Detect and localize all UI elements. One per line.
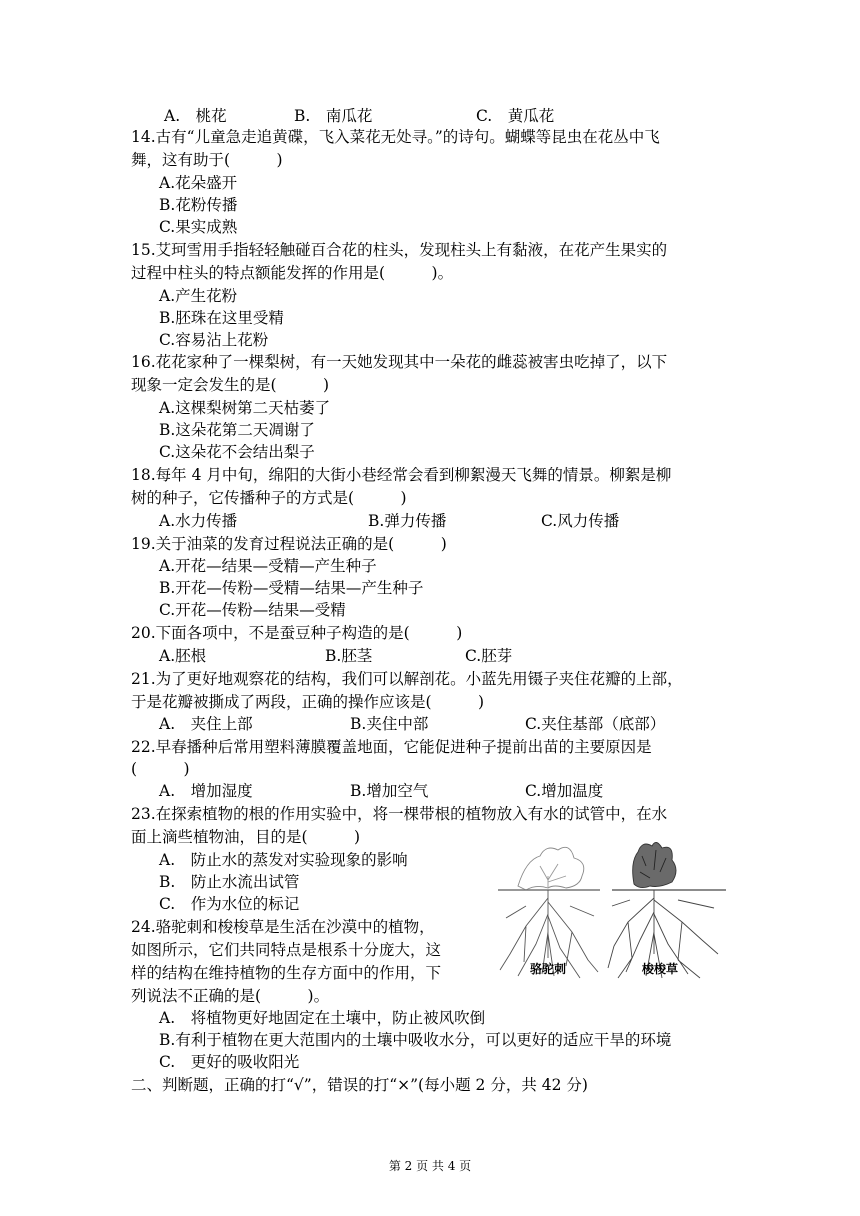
q19-option-b: B.开花—传粉—受精—结果—产生种子 (159, 579, 424, 597)
q23-option-b: B. 防止水流出试管 (159, 873, 300, 891)
q19-option-a: A.开花—结果—受精—产生种子 (159, 557, 377, 575)
q22-option-c: C.增加温度 (525, 782, 604, 800)
q20-option-b: B.胚茎 (325, 647, 373, 665)
q15-stem-line2: 过程中柱头的特点额能发挥的作用是( )。 (131, 264, 454, 282)
q13-option-b: B. 南瓜花 (294, 107, 373, 125)
q23-option-a: A. 防止水的蒸发对实验现象的影响 (159, 851, 408, 869)
q16-stem-line2: 现象一定会发生的是( ) (131, 376, 330, 394)
q20-option-c: C.胚芽 (465, 647, 513, 665)
q13-option-a: A. 桃花 (164, 107, 227, 125)
q22-stem-line1: 22.早春播种后常用塑料薄膜覆盖地面，它能促进种子提前出苗的主要原因是 (131, 738, 652, 756)
q20-stem: 20.下面各项中，不是蚕豆种子构造的是( ) (131, 624, 463, 642)
q16-option-c: C.这朵花不会结出梨子 (159, 443, 315, 461)
q23-option-c: C. 作为水位的标记 (159, 895, 300, 913)
section2-title: 二、判断题，正确的打“√”，错误的打“×”(每小题 2 分，共 42 分) (131, 1076, 588, 1094)
q18-option-b: B.弹力传播 (368, 512, 447, 530)
q22-option-a: A. 增加湿度 (159, 782, 253, 800)
q18-option-a: A.水力传播 (159, 512, 238, 530)
q16-option-a: A.这棵梨树第二天枯萎了 (159, 399, 331, 417)
q21-stem-line1: 21.为了更好地观察花的结构，我们可以解剖花。小蓝先用镊子夹住花瓣的上部， (131, 670, 683, 688)
saxaul-caption: 梭梭草 (642, 962, 679, 976)
q16-option-b: B.这朵花第二天凋谢了 (159, 421, 315, 439)
q24-stem-line2: 如图所示，它们共同特点是根系十分庞大，这 (131, 941, 442, 959)
q13-option-c: C. 黄瓜花 (476, 107, 555, 125)
q20-option-a: A.胚根 (159, 647, 207, 665)
q21-option-c: C.夹住基部（底部） (525, 715, 666, 733)
q23-stem-line1: 23.在探索植物的根的作用实验中，将一棵带根的植物放入有水的试管中，在水 (131, 805, 668, 823)
q14-stem-line1: 14.古有“儿童急走追黄碟，飞入菜花无处寻。”的诗句。蝴蝶等昆虫在花丛中飞 (131, 128, 660, 146)
q21-stem-line2: 于是花瓣被撕成了两段，正确的操作应该是( ) (131, 693, 485, 711)
q22-option-b: B.增加空气 (350, 782, 429, 800)
q24-stem-line4: 列说法不正确的是( )。 (131, 987, 330, 1005)
q18-stem-line2: 树的种子，它传播种子的方式是( ) (131, 489, 407, 507)
q19-option-c: C.开花—传粉—结果—受精 (159, 601, 346, 619)
q18-stem-line1: 18.每年 4 月中旬，绵阳的大街小巷经常会看到柳絮漫天飞舞的情景。柳絮是柳 (131, 466, 672, 484)
q21-option-a: A. 夹住上部 (159, 715, 253, 733)
q24-option-c: C. 更好的吸收阳光 (159, 1053, 300, 1071)
camel-thorn-illustration (498, 847, 600, 978)
saxaul-illustration (608, 842, 726, 978)
q21-option-b: B.夹住中部 (350, 715, 429, 733)
page-footer: 第 2 页 共 4 页 (388, 1159, 472, 1173)
q16-stem-line1: 16.花花家种了一棵梨树，有一天她发现其中一朵花的雌蕊被害虫吃掉了，以下 (131, 353, 668, 371)
q22-stem-line2: ( ) (131, 760, 190, 778)
q23-stem-line2: 面上滴些植物油，目的是( ) (131, 828, 361, 846)
q14-stem-line2: 舞，这有助于( ) (131, 151, 283, 169)
q18-option-c: C.风力传播 (541, 512, 620, 530)
q14-option-b: B.花粉传播 (159, 196, 238, 214)
root-system-figure (496, 836, 728, 984)
q15-stem-line1: 15.艾珂雪用手指轻轻触碰百合花的柱头，发现柱头上有黏液，在花产生果实的 (131, 241, 668, 259)
q15-option-c: C.容易沾上花粉 (159, 331, 269, 349)
q19-stem: 19.关于油菜的发育过程说法正确的是( ) (131, 535, 447, 553)
camel-thorn-caption: 骆驼刺 (530, 962, 567, 976)
q15-option-a: A.产生花粉 (159, 287, 238, 305)
q24-stem-line3: 样的结构在维持植物的生存方面中的作用，下 (131, 964, 442, 982)
q15-option-b: B.胚珠在这里受精 (159, 309, 284, 327)
q14-option-c: C.果实成熟 (159, 218, 238, 236)
q14-option-a: A.花朵盛开 (159, 174, 238, 192)
q24-option-a: A. 将植物更好地固定在土壤中，防止被风吹倒 (159, 1009, 486, 1027)
q24-stem-line1: 24.骆驼刺和梭梭草是生活在沙漠中的植物， (131, 918, 435, 936)
q24-option-b: B.有利于植物在更大范围内的土壤中吸收水分，可以更好的适应干旱的环境 (159, 1031, 672, 1049)
